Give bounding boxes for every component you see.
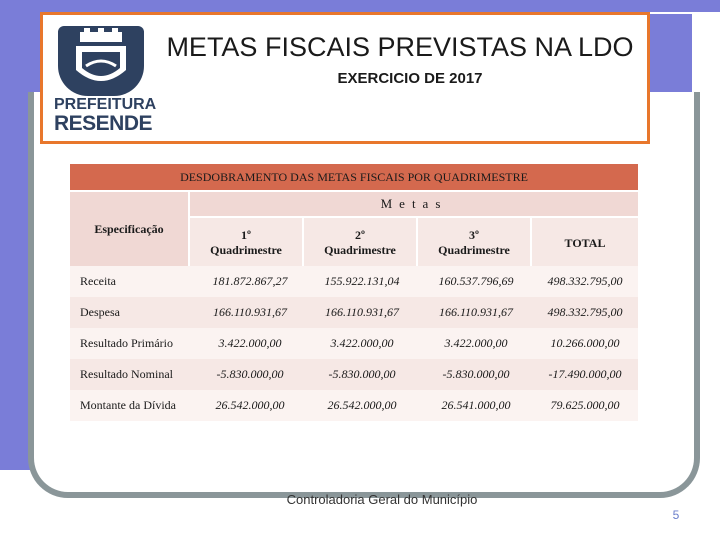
table-row-receita: [70, 266, 638, 297]
column-header-q1: [190, 218, 302, 266]
cell-q1: 3.422.000,00: [218, 336, 282, 350]
row-label: Resultado Primário: [80, 336, 173, 350]
cell-q2: 166.110.931,67: [324, 305, 400, 319]
slide-frame-top: [0, 0, 720, 12]
spec-header-label: Especificação: [94, 222, 164, 236]
page-title: METAS FISCAIS PREVISTAS NA LDO: [166, 32, 634, 62]
column-header-q1-line2: Quadrimestre: [210, 243, 282, 257]
page-subtitle: EXERCICIO DE 2017: [337, 70, 483, 87]
cell-total: -17.490.000,00: [548, 367, 622, 381]
table-row-resultado-primario: [70, 328, 638, 359]
column-header-total: [532, 218, 638, 266]
column-header-q3-line1: 3º: [469, 228, 479, 242]
metas-group-header: Metas: [190, 192, 638, 216]
row-label: Receita: [80, 274, 116, 288]
city-coat-of-arms-icon: [58, 26, 144, 96]
table-row-montante-divida: [70, 390, 638, 421]
row-label: Montante da Dívida: [80, 398, 176, 412]
cell-q1: -5.830.000,00: [216, 367, 284, 381]
cell-total: 498.332.795,00: [547, 274, 623, 288]
table-caption: DESDOBRAMENTO DAS METAS FISCAIS POR QUADRIMESTRE: [70, 164, 638, 190]
cell-q1: 181.872.867,27: [212, 274, 288, 288]
row-label: Despesa: [80, 305, 120, 319]
column-header-q1-line1: 1º: [241, 228, 251, 242]
cell-q2: 155.922.131,04: [324, 274, 400, 288]
cell-q3: 3.422.000,00: [444, 336, 508, 350]
cell-q1: 166.110.931,67: [212, 305, 288, 319]
cell-total: 498.332.795,00: [547, 305, 623, 319]
cell-q2: 26.542.000,00: [327, 398, 397, 412]
column-header-q3: [418, 218, 530, 266]
cell-q2: -5.830.000,00: [328, 367, 396, 381]
page-number: 5: [672, 508, 680, 522]
cell-q1: 26.542.000,00: [215, 398, 285, 412]
column-header-q2-line2: Quadrimestre: [324, 243, 396, 257]
cell-q3: -5.830.000,00: [442, 367, 510, 381]
city-logo: [52, 24, 157, 136]
spec-header-cell: [70, 192, 188, 266]
cell-total: 79.625.000,00: [550, 398, 620, 412]
cell-q3: 26.541.000,00: [441, 398, 511, 412]
table-row-resultado-nominal: [70, 359, 638, 390]
logo-text-line1: PREFEITURA: [54, 96, 157, 113]
column-header-q2-line1: 2º: [355, 228, 365, 242]
cell-q3: 160.537.796,69: [438, 274, 514, 288]
footer-text: Controladoria Geral do Município: [286, 492, 478, 507]
column-header-q2: [304, 218, 416, 266]
cell-q3: 166.110.931,67: [438, 305, 514, 319]
cell-q2: 3.422.000,00: [330, 336, 394, 350]
column-header-q3-line2: Quadrimestre: [438, 243, 510, 257]
table-row-despesa: [70, 297, 638, 328]
cell-total: 10.266.000,00: [550, 336, 620, 350]
row-label: Resultado Nominal: [80, 367, 173, 381]
header-divider: [150, 93, 636, 96]
column-header-total-line1: TOTAL: [564, 236, 606, 250]
logo-text-line2: RESENDE: [54, 112, 153, 135]
